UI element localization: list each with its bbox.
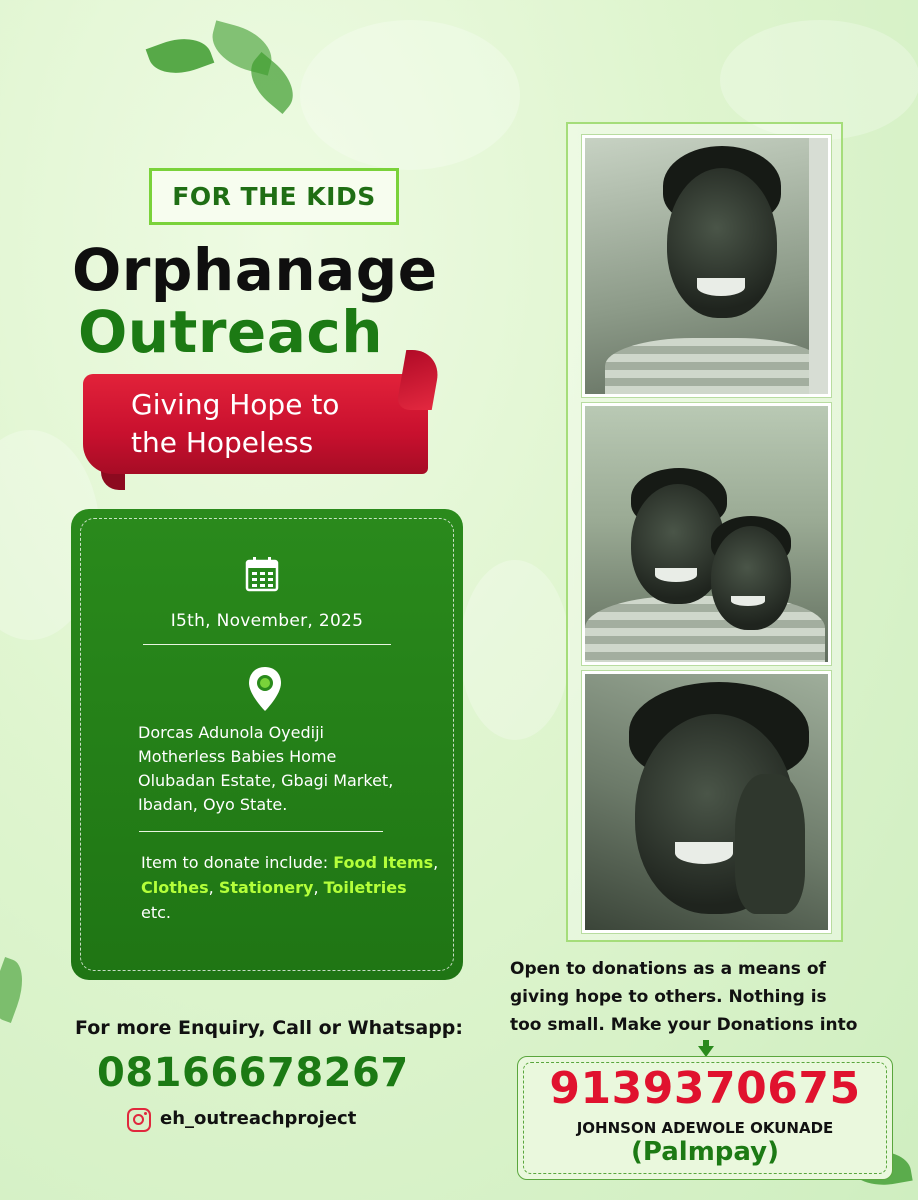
photo-smile	[731, 596, 765, 606]
ribbon-line1: Giving Hope to	[131, 388, 340, 421]
photo-smile	[675, 842, 733, 864]
tag-label: FOR THE KIDS	[149, 168, 399, 225]
address-line: Motherless Babies Home	[138, 747, 337, 766]
account-details-box	[517, 1056, 893, 1180]
account-number: 9139370675	[549, 1063, 861, 1114]
photo-face	[711, 526, 791, 630]
bank-name: (Palmpay)	[631, 1137, 779, 1167]
location-pin-icon	[247, 665, 283, 713]
donate-prefix: Item to donate include:	[141, 853, 334, 872]
event-date: I5th, November, 2025	[170, 611, 364, 631]
donation-message-line: too small. Make your Donations into	[510, 1015, 858, 1035]
account-name: JOHNSON ADEWOLE OKUNADE	[576, 1119, 834, 1137]
ribbon-curl	[396, 350, 443, 410]
child-photo	[582, 403, 831, 665]
photo-pole	[809, 138, 831, 397]
child-photo	[582, 671, 831, 933]
ribbon-body	[83, 374, 428, 474]
donate-item: Toiletries	[323, 878, 407, 897]
donate-item: Food Items	[333, 853, 434, 872]
event-info-card	[71, 509, 463, 980]
ribbon-banner	[83, 350, 445, 490]
instagram-handle[interactable]: eh_outreachproject	[160, 1108, 357, 1129]
instagram-icon	[127, 1108, 151, 1132]
contact-phone[interactable]: 08166678267	[97, 1050, 409, 1096]
ribbon-line2: the Hopeless	[131, 426, 314, 459]
donate-item: Clothes	[141, 878, 209, 897]
photo-hand	[735, 774, 805, 914]
leaf-decoration	[0, 957, 31, 1023]
address-line: Ibadan, Oyo State.	[138, 795, 288, 814]
donation-message	[510, 955, 910, 1039]
photo-shirt	[605, 338, 825, 397]
event-address	[138, 721, 393, 817]
enquiry-label: For more Enquiry, Call or Whatsapp:	[75, 1017, 463, 1039]
calendar-icon	[245, 556, 279, 592]
divider	[143, 644, 391, 645]
photo-smile	[697, 278, 745, 296]
photo-smile	[655, 568, 697, 582]
child-photo	[582, 135, 831, 397]
donate-suffix: etc.	[141, 903, 171, 922]
title-line1: Orphanage	[72, 236, 438, 304]
photo-shirt	[585, 596, 825, 665]
background-blob	[460, 560, 570, 740]
address-line: Dorcas Adunola Oyediji	[138, 723, 324, 742]
address-line: Olubadan Estate, Gbagi Market,	[138, 771, 394, 790]
donate-item: Stationery	[218, 878, 314, 897]
background-blob	[300, 20, 520, 170]
donation-message-line: Open to donations as a means of	[510, 959, 826, 979]
donation-items: Item to donate include: Food Items, Clothes, Stationery, Toiletries etc.	[141, 853, 439, 922]
donation-message-line: giving hope to others. Nothing is	[510, 987, 827, 1007]
leaf-decoration	[146, 29, 215, 83]
title-line2: Outreach	[78, 298, 384, 366]
divider	[139, 831, 383, 832]
